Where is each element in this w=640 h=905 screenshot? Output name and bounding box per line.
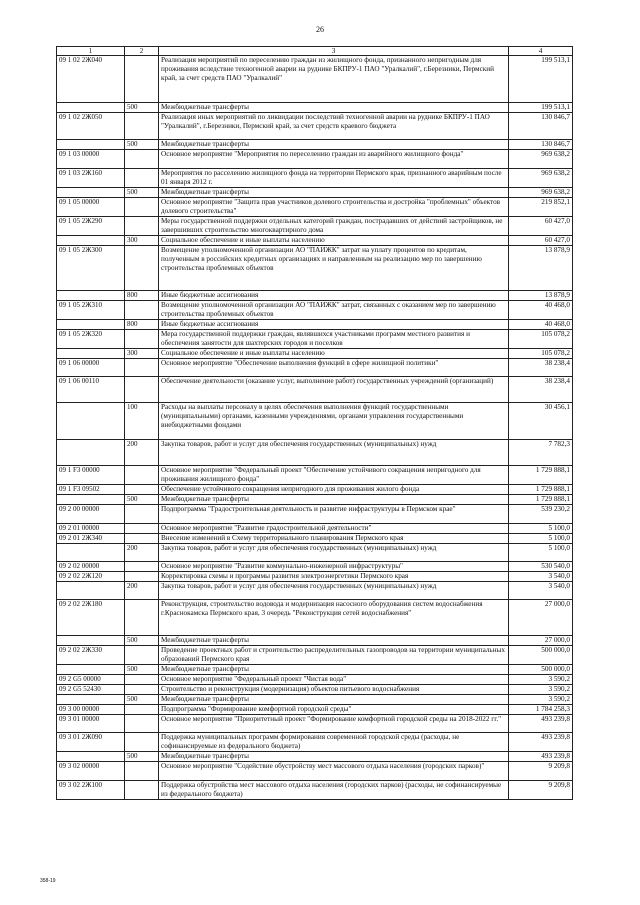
classification-code-cell: 09 3 00 00000 (57, 705, 125, 715)
expense-type-cell (125, 675, 159, 685)
amount-cell: 1 729 888,1 (509, 466, 573, 485)
table-row (57, 572, 573, 582)
classification-code-cell: 09 1 05 2Ж320 (57, 330, 125, 349)
amount-cell: 5 100,0 (509, 544, 573, 562)
amount-cell: 3 590,2 (509, 695, 573, 705)
classification-code-cell (57, 349, 125, 359)
amount-cell: 40 468,0 (509, 301, 573, 320)
description-cell: Поддержка муниципальных программ формирования современной городской среды (расходы, не софинансируемые из федерального бюджета) (159, 733, 509, 752)
classification-code-cell: 09 2 01 00000 (57, 524, 125, 534)
description-cell: Межбюджетные трансферты (159, 665, 509, 675)
expense-type-cell (125, 466, 159, 485)
description-cell: Расходы на выплаты персоналу в целях обеспечения выполнения функций государственными (муниципальными) органами, казенными учреждениями, органами управления государственными внебюджетными фондами (159, 403, 509, 440)
classification-code-cell: 09 1 03 00000 (57, 150, 125, 169)
amount-cell: 13 878,9 (509, 246, 573, 291)
description-cell: Подпрограмма "Градостроительная деятельность и развитие инфраструктуры в Пермском крае" (159, 505, 509, 524)
amount-cell: 3 540,0 (509, 582, 573, 600)
table-row (57, 291, 573, 301)
table-row (57, 320, 573, 330)
table-row (57, 600, 573, 636)
expense-type-cell: 300 (125, 236, 159, 246)
classification-code-cell: 09 1 F3 09502 (57, 485, 125, 495)
table-row (57, 715, 573, 733)
table-row (57, 377, 573, 403)
classification-code-cell: 09 2 00 00000 (57, 505, 125, 524)
amount-cell: 1 729 888,1 (509, 495, 573, 505)
table-row (57, 217, 573, 236)
expense-type-cell (125, 301, 159, 320)
classification-code-cell: 09 1 02 2Ж050 (57, 113, 125, 140)
expense-type-cell (125, 169, 159, 188)
description-cell: Реализация мероприятий по переселению граждан из жилищного фонда, признанного непригодным для проживания вследствие техногенной аварии на руднике БКПРУ-1 ПАО "Уралкалий", г.Березники, Пермский край, за счет средств ПАО "Уралкалий" (159, 56, 509, 103)
classification-code-cell (57, 291, 125, 301)
amount-cell: 60 427,0 (509, 217, 573, 236)
expense-type-cell (125, 562, 159, 572)
amount-cell: 38 238,4 (509, 377, 573, 403)
amount-cell: 5 100,0 (509, 534, 573, 544)
classification-code-cell (57, 495, 125, 505)
classification-code-cell (57, 695, 125, 705)
table-row (57, 150, 573, 169)
table-row (57, 562, 573, 572)
expense-type-cell (125, 685, 159, 695)
description-cell: Возмещение уполномоченной организации АО "ПАИЖК" затрат, связанных с оказанием мер по завершению строительства проблемных объектов (159, 301, 509, 320)
table-row (57, 466, 573, 485)
table-row (57, 505, 573, 524)
classification-code-cell: 09 1 F3 00000 (57, 466, 125, 485)
classification-code-cell: 09 1 06 00110 (57, 377, 125, 403)
expense-type-cell (125, 733, 159, 752)
amount-cell: 105 078,2 (509, 349, 573, 359)
description-cell: Обеспечение деятельности (оказание услуг, выполнение работ) государственных учреждений (организаций) (159, 377, 509, 403)
description-cell: Межбюджетные трансферты (159, 103, 509, 113)
expense-type-cell (125, 600, 159, 636)
classification-code-cell (57, 665, 125, 675)
table-row (57, 140, 573, 150)
classification-code-cell (57, 544, 125, 562)
table-row (57, 675, 573, 685)
expense-type-cell (125, 56, 159, 103)
amount-cell: 969 638,2 (509, 150, 573, 169)
page-number: 26 (316, 25, 324, 34)
amount-cell: 27 000,0 (509, 636, 573, 646)
classification-code-cell: 09 2 02 00000 (57, 562, 125, 572)
table-row (57, 236, 573, 246)
description-cell: Основное мероприятие "Защита прав участников долевого строительства и достройка "проблемных" объектов долевого строительства" (159, 198, 509, 217)
description-cell: Мера государственной поддержки граждан, являвшихся участниками программ местного развития и обеспечения занятости для шахтерских городов и поселков (159, 330, 509, 349)
description-cell: Поддержка обустройства мест массового отдыха населения (городских парков) (расходы, не софинансируемые из федерального бюджета) (159, 781, 509, 800)
expense-type-cell: 300 (125, 349, 159, 359)
amount-cell: 105 078,2 (509, 330, 573, 349)
footer-code: 358-19 (40, 878, 56, 884)
column-header-2: 2 (125, 47, 159, 56)
classification-code-cell: 09 1 06 00000 (57, 359, 125, 377)
description-cell: Иные бюджетные ассигнования (159, 320, 509, 330)
expense-type-cell (125, 762, 159, 781)
description-cell: Возмещение уполномоченной организации АО "ПАИЖК" затрат на уплату процентов по кредитам, полученным в российских кредитных организациях и направленным на реализацию мер по завершению строительства проблемных объектов (159, 246, 509, 291)
amount-cell: 1 729 888,1 (509, 485, 573, 495)
classification-code-cell: 09 1 02 2Ж040 (57, 56, 125, 103)
expense-type-cell: 500 (125, 665, 159, 675)
amount-cell: 7 782,3 (509, 440, 573, 466)
description-cell: Основное мероприятие "Приоритетный проект "Формирование комфортной городской среды на 2018-2022 гг." (159, 715, 509, 733)
expense-type-cell (125, 217, 159, 236)
amount-cell: 60 427,0 (509, 236, 573, 246)
amount-cell: 1 784 258,3 (509, 705, 573, 715)
description-cell: Проведение проектных работ и строительство распределительных газопроводов на территории муниципальных образований Пермского края (159, 646, 509, 665)
expense-type-cell: 200 (125, 440, 159, 466)
amount-cell: 27 000,0 (509, 600, 573, 636)
table-row (57, 544, 573, 562)
amount-cell: 5 100,0 (509, 524, 573, 534)
classification-code-cell: 09 2 02 2Ж180 (57, 600, 125, 636)
table-row (57, 485, 573, 495)
table-row (57, 762, 573, 781)
table-row (57, 198, 573, 217)
table-row (57, 534, 573, 544)
expense-type-cell (125, 715, 159, 733)
table-row (57, 103, 573, 113)
classification-code-cell: 09 2 G5 52430 (57, 685, 125, 695)
expense-type-cell (125, 646, 159, 665)
description-cell: Меры государственной поддержки отдельных категорий граждан, пострадавших от действий застройщиков, не завершивших строительство многоквартирного дома (159, 217, 509, 236)
expense-type-cell: 500 (125, 140, 159, 150)
classification-code-cell: 09 2 G5 00000 (57, 675, 125, 685)
expense-type-cell (125, 359, 159, 377)
expense-type-cell: 500 (125, 103, 159, 113)
classification-code-cell (57, 188, 125, 198)
expense-type-cell (125, 377, 159, 403)
amount-cell: 9 209,8 (509, 762, 573, 781)
table-row (57, 582, 573, 600)
classification-code-cell (57, 403, 125, 440)
table-row (57, 524, 573, 534)
table-header-row (57, 47, 573, 56)
column-header-4: 4 (509, 47, 573, 56)
description-cell: Закупка товаров, работ и услуг для обеспечения государственных (муниципальных) нужд (159, 544, 509, 562)
amount-cell: 493 239,8 (509, 752, 573, 762)
expense-type-cell: 200 (125, 544, 159, 562)
table-row (57, 646, 573, 665)
expense-type-cell: 100 (125, 403, 159, 440)
description-cell: Межбюджетные трансферты (159, 695, 509, 705)
description-cell: Межбюджетные трансферты (159, 188, 509, 198)
amount-cell: 13 878,9 (509, 291, 573, 301)
description-cell: Основное мероприятие "Обеспечение выполнения функций в сфере жилищной политики" (159, 359, 509, 377)
amount-cell: 40 468,0 (509, 320, 573, 330)
amount-cell: 199 513,1 (509, 56, 573, 103)
classification-code-cell: 09 1 05 2Ж300 (57, 246, 125, 291)
expense-type-cell: 500 (125, 188, 159, 198)
description-cell: Социальное обеспечение и иные выплаты населению (159, 349, 509, 359)
classification-code-cell (57, 236, 125, 246)
expense-type-cell: 500 (125, 495, 159, 505)
description-cell: Основное мероприятие "Федеральный проект "Чистая вода" (159, 675, 509, 685)
amount-cell: 3 590,2 (509, 675, 573, 685)
classification-code-cell (57, 636, 125, 646)
description-cell: Корректировка схемы и программы развития электроэнергетики Пермского края (159, 572, 509, 582)
expense-type-cell (125, 572, 159, 582)
classification-code-cell: 09 1 05 2Ж310 (57, 301, 125, 320)
amount-cell: 3 540,0 (509, 572, 573, 582)
description-cell: Закупка товаров, работ и услуг для обеспечения государственных (муниципальных) нужд (159, 582, 509, 600)
table-row (57, 188, 573, 198)
table-row (57, 705, 573, 715)
amount-cell: 969 638,2 (509, 188, 573, 198)
description-cell: Подпрограмма "Формирование комфортной городской среды" (159, 705, 509, 715)
expense-type-cell (125, 524, 159, 534)
table-row (57, 349, 573, 359)
classification-code-cell: 09 2 02 2Ж120 (57, 572, 125, 582)
classification-code-cell: 09 3 02 2Ж100 (57, 781, 125, 800)
expense-type-cell (125, 198, 159, 217)
table-row (57, 752, 573, 762)
expense-type-cell (125, 485, 159, 495)
description-cell: Межбюджетные трансферты (159, 495, 509, 505)
expense-type-cell (125, 505, 159, 524)
description-cell: Реализация иных мероприятий по ликвидации последствий техногенной аварии на руднике БКПРУ-1 ПАО "Уралкалий", г.Березники, Пермский край, за счет средств краевого бюджета (159, 113, 509, 140)
column-header-1: 1 (57, 47, 125, 56)
table-row (57, 301, 573, 320)
amount-cell: 9 209,8 (509, 781, 573, 800)
expense-type-cell (125, 330, 159, 349)
classification-code-cell: 09 3 01 2Ж090 (57, 733, 125, 752)
expense-type-cell: 800 (125, 291, 159, 301)
description-cell: Реконструкция, строительство водовода и модернизация насосного оборудования систем водоснабжения г.Краснокамска Пермского края, 3 очередь "Реконструкция сетей водоснабжения" (159, 600, 509, 636)
description-cell: Основное мероприятие "Федеральный проект "Обеспечение устойчивого сокращения непригодного для проживания жилищного фонда" (159, 466, 509, 485)
expense-type-cell: 500 (125, 695, 159, 705)
expense-type-cell: 500 (125, 636, 159, 646)
amount-cell: 530 540,0 (509, 562, 573, 572)
description-cell: Социальное обеспечение и иные выплаты населению (159, 236, 509, 246)
expense-type-cell (125, 705, 159, 715)
expense-type-cell (125, 781, 159, 800)
expense-type-cell: 200 (125, 582, 159, 600)
classification-code-cell: 09 1 05 00000 (57, 198, 125, 217)
expense-type-cell (125, 246, 159, 291)
description-cell: Строительство и реконструкция (модернизация) объектов питьевого водоснабжения (159, 685, 509, 695)
description-cell: Закупка товаров, работ и услуг для обеспечения государственных (муниципальных) нужд (159, 440, 509, 466)
table-row (57, 359, 573, 377)
expense-type-cell: 800 (125, 320, 159, 330)
table-row (57, 695, 573, 705)
classification-code-cell: 09 1 05 2Ж290 (57, 217, 125, 236)
classification-code-cell (57, 140, 125, 150)
description-cell: Основное мероприятие "Развитие градостроительной деятельности" (159, 524, 509, 534)
classification-code-cell (57, 582, 125, 600)
description-cell: Основное мероприятие "Содействие обустройству мест массового отдыха населения (городских парков)" (159, 762, 509, 781)
amount-cell: 500 000,0 (509, 665, 573, 675)
expense-type-cell (125, 150, 159, 169)
classification-code-cell: 09 3 02 00000 (57, 762, 125, 781)
description-cell: Межбюджетные трансферты (159, 636, 509, 646)
description-cell: Межбюджетные трансферты (159, 752, 509, 762)
amount-cell: 199 513,1 (509, 103, 573, 113)
amount-cell: 493 239,8 (509, 715, 573, 733)
table-row (57, 403, 573, 440)
amount-cell: 500 000,0 (509, 646, 573, 665)
table-row (57, 636, 573, 646)
description-cell: Иные бюджетные ассигнования (159, 291, 509, 301)
classification-code-cell (57, 103, 125, 113)
description-cell: Межбюджетные трансферты (159, 140, 509, 150)
table-row (57, 665, 573, 675)
table-row (57, 113, 573, 140)
table-row (57, 169, 573, 188)
table-row (57, 440, 573, 466)
amount-cell: 539 230,2 (509, 505, 573, 524)
classification-code-cell (57, 752, 125, 762)
classification-code-cell: 09 3 01 00000 (57, 715, 125, 733)
amount-cell: 493 239,8 (509, 733, 573, 752)
expense-type-cell: 500 (125, 752, 159, 762)
amount-cell: 30 456,1 (509, 403, 573, 440)
table-row (57, 495, 573, 505)
table-row (57, 330, 573, 349)
classification-code-cell: 09 2 01 2Ж340 (57, 534, 125, 544)
description-cell: Основное мероприятие "Развитие коммунально-инженерной инфраструктуры" (159, 562, 509, 572)
classification-code-cell (57, 320, 125, 330)
budget-table (56, 46, 573, 800)
classification-code-cell (57, 440, 125, 466)
description-cell: Основное мероприятие "Мероприятия по переселению граждан из аварийного жилищного фонда" (159, 150, 509, 169)
classification-code-cell: 09 2 02 2Ж330 (57, 646, 125, 665)
description-cell: Мероприятия по расселению жилищного фонда на территории Пермского края, признанного аварийным после 01 января 2012 г. (159, 169, 509, 188)
table-row (57, 781, 573, 800)
amount-cell: 130 846,7 (509, 140, 573, 150)
table-row (57, 685, 573, 695)
column-header-3: 3 (159, 47, 509, 56)
table-row (57, 246, 573, 291)
amount-cell: 219 852,1 (509, 198, 573, 217)
description-cell: Внесение изменений в Схему территориального планирования Пермского края (159, 534, 509, 544)
expense-type-cell (125, 534, 159, 544)
description-cell: Обеспечение устойчивого сокращения непригодного для проживания жилого фонда (159, 485, 509, 495)
classification-code-cell: 09 1 03 2Ж160 (57, 169, 125, 188)
amount-cell: 130 846,7 (509, 113, 573, 140)
amount-cell: 38 238,4 (509, 359, 573, 377)
table-row (57, 56, 573, 103)
table-row (57, 733, 573, 752)
amount-cell: 969 638,2 (509, 169, 573, 188)
expense-type-cell (125, 113, 159, 140)
amount-cell: 3 590,2 (509, 685, 573, 695)
